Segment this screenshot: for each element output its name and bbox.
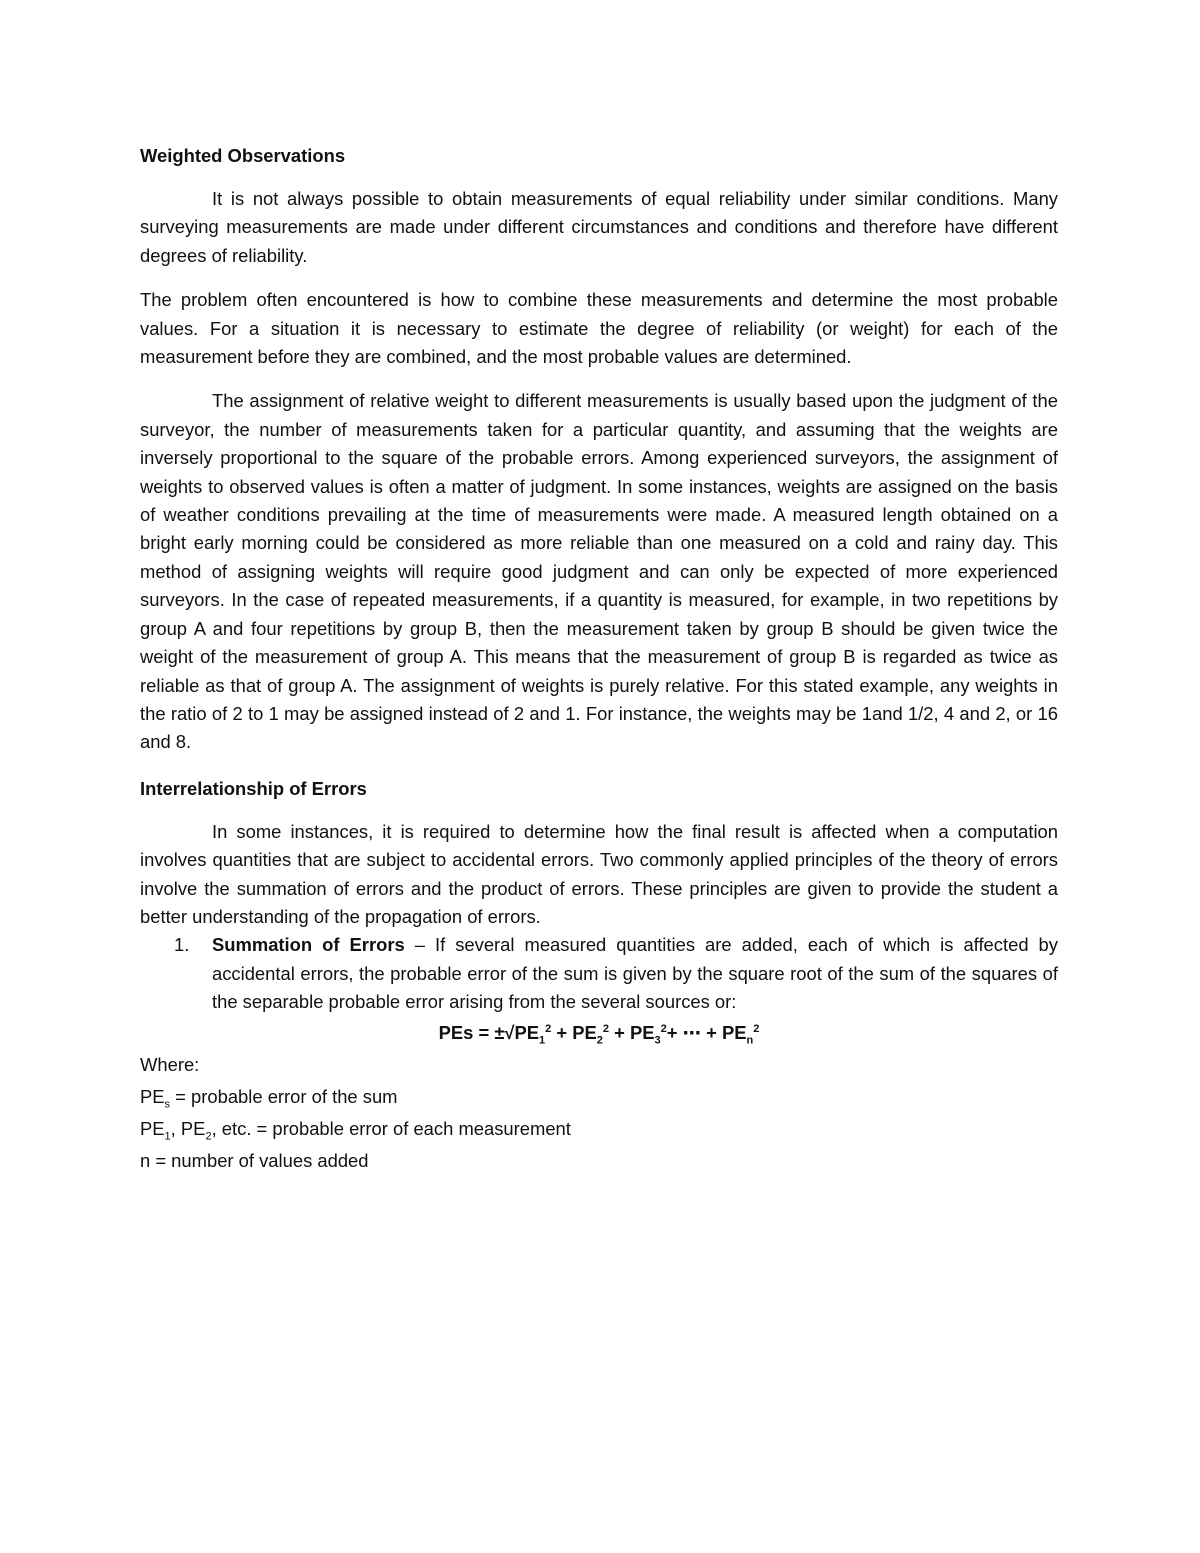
paragraph-assignment-of-weights: The assignment of relative weight to different measurements is usually based upon the judgment of the surveyor, the number of measurements taken for a particular quantity, and assuming that the weights are inversely proportional to the square of the probable errors. Among experienced surveyors, the assignment of weights to observed values is often a matter of judgment. In some instances, weights are assigned on the basis of weather conditions prevailing at the time of measurements were made. A measured length obtained on a bright early morning could be considered as more reliable than one measured on a cold and rainy day. This method of assigning weights will require good judgment and can only be expected of more experienced surveyors. In the case of repeated measurements, if a quantity is measured, for example, in two repetitions by group A and four repetitions by group B, then the measurement taken by group B should be given twice the weight of the measurement of group A. This means that the measurement of group B is regarded as twice as reliable as that of group A. The assignment of weights is purely relative. For this stated example, any weights in the ratio of 2 to 1 may be assigned instead of 2 and 1. For instance, the weights may be 1and 1/2, 4 and 2, or 16 and 8. bbox=[140, 390, 1058, 753]
definition-n: n = number of values added bbox=[140, 1149, 369, 1171]
list-item-title: Summation of Errors bbox=[212, 934, 405, 956]
list-number: 1. bbox=[174, 934, 190, 956]
summation-formula: PEs = $\pm√PE_1^2 + PE_2^2 + PE_3^2+$ ⋯ + $PE_n^2$ bbox=[438, 1021, 760, 1047]
definition-pe-each: $PE_1$, $PE_2$, etc. = probable error of each measurement bbox=[140, 1117, 571, 1143]
section-heading-weighted-observations: Weighted Observations bbox=[140, 145, 346, 166]
where-label: Where: bbox=[140, 1053, 200, 1075]
list-item-summation-of-errors bbox=[140, 931, 1058, 1016]
document-page bbox=[140, 140, 1058, 1177]
definition-pes: $PE_s$ = probable error of the sum bbox=[140, 1085, 398, 1111]
paragraph-combine-measurements: The problem often encountered is how to combine these measurements and determine the most probable values. For a situation it is necessary to estimate the degree of reliability (or weight) for each of the measurement before they are combined, and the most probable values are determined. bbox=[140, 289, 1058, 368]
list-item-body: – If several measured quantities are added, each of which is affected by accidental errors, the probable error of the sum is given by the square root of the sum of the squares of the separable probable error arising from the several sources or: bbox=[212, 934, 1058, 1013]
section-heading-interrelationship-of-errors: Interrelationship of Errors bbox=[140, 777, 367, 799]
paragraph-propagation-of-errors: In some instances, it is required to determine how the final result is affected when a computation involves quantities that are subject to accidental errors. Two commonly applied principles of the theory of errors involve the summation of errors and the product of errors. These principles are given to provide the student a better understanding of the propagation of errors. bbox=[140, 820, 1058, 927]
paragraph-equal-reliability: It is not always possible to obtain measurements of equal reliability under similar conditions. Many surveying measurements are made under different circumstances and conditions and therefore have different degrees of reliability. bbox=[140, 188, 1058, 266]
